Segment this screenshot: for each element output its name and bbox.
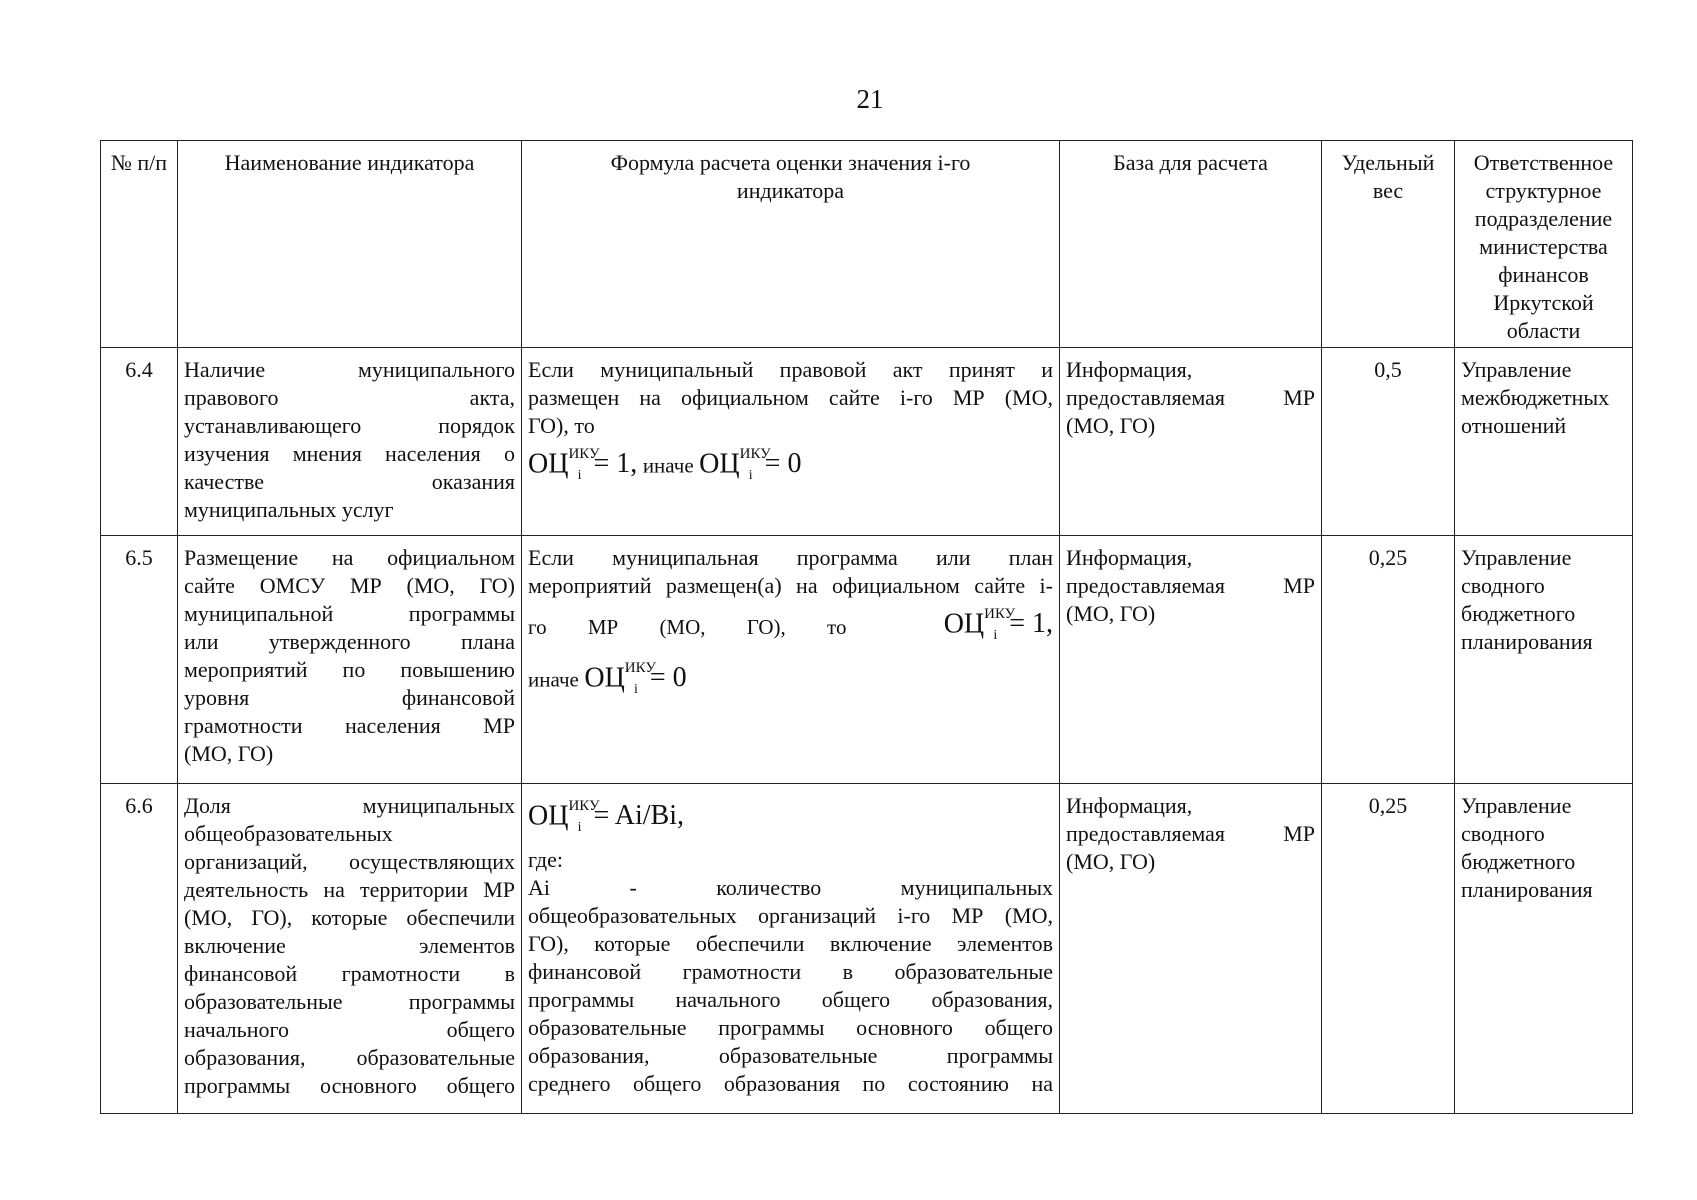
text-line: или утвержденного плана [184,629,515,654]
text-line: качестве оказания [184,469,515,494]
page-number: 21 [856,84,884,114]
text-line: финансовой грамотности в образовательные [528,958,1053,984]
header-weight: Удельный вес [1322,141,1455,348]
formula-line [528,600,1053,654]
text-line: ГО), которые обеспечили включение элементов [528,930,1053,956]
text-line: (МО, ГО), которые обеспечили [184,905,515,930]
formula-line [528,654,1053,708]
base-cell [1060,348,1322,536]
text-line: образовательные программы [184,989,515,1014]
text-line: общеобразовательных организаций i-го МР (МО, [528,902,1053,928]
weight-cell: 0,25 [1322,536,1455,784]
else-word: иначе [642,453,694,478]
text-line: Если муниципальный правовой акт принят и [528,357,1053,382]
row-number: 6.5 [101,536,178,784]
text-line: (МО, ГО) [1066,413,1156,438]
text-line: размещен на официальном сайте i-го МР (МО, [528,385,1053,410]
row-number: 6.4 [101,348,178,536]
text-line: где: [528,846,563,872]
header-responsible: Ответственное структурное подразделение министерства финансов Иркутской области [1455,141,1633,348]
responsible-cell: Управление сводного бюджетного планирования [1455,536,1633,784]
text-line: муниципальной программы [184,601,515,626]
table-header-row [101,141,1633,348]
formula-oc: $ОЦ^{ИКУ}_i = 0$ [699,446,802,483]
formula-equation [528,440,1053,494]
text-line: образования, образовательные [184,1045,515,1070]
formula-cell [522,536,1060,784]
table-row [101,536,1633,784]
header-formula: Формула расчета оценки значения i-го индикатора [522,141,1060,348]
indicators-table [100,140,1633,1114]
text-line: мероприятий по повышению [184,657,515,682]
text-line: образования, образовательные программы [528,1042,1053,1068]
text-line: Ai - количество муниципальных [528,874,1053,900]
table-row [101,784,1633,1114]
formula-oc: $ОЦ^{ИКУ}_i = 1$, [943,606,1053,643]
else-word: иначе [528,667,579,692]
formula-cell [522,784,1060,1114]
weight-cell: 0,25 [1322,784,1455,1114]
text-line: правового акта, [184,385,515,410]
formula-cell [522,348,1060,536]
text-line: Размещение на официальном [184,545,515,570]
text-line: Доля муниципальных [184,793,515,818]
text-line: Информация, [1066,793,1193,818]
text-line: устанавливающего порядок [184,413,515,438]
text-line: включение элементов [184,933,515,958]
text-line: образовательные программы основного общего [528,1014,1053,1040]
text-line: Если муниципальная программа или план [528,545,1053,570]
text-line: деятельность на территории МР [184,877,515,902]
text-line: муниципальных услуг [184,497,394,522]
text-line: предоставляемая МР [1066,821,1315,846]
text-line: изучения мнения населения о [184,441,515,466]
text-line: сайте ОМСУ МР (МО, ГО) [184,573,515,598]
indicator-name [178,784,522,1114]
row-number: 6.6 [101,784,178,1114]
text-line: предоставляемая МР [1066,385,1315,410]
indicator-name [178,536,522,784]
text-line: программы начального общего образования, [528,986,1053,1012]
formula-oc: $ОЦ^{ИКУ}_i = Ai/Bi$, [528,798,684,835]
responsible-cell: Управление межбюджетных отношений [1455,348,1633,536]
weight-cell: 0,5 [1322,348,1455,536]
text-line: начального общего [184,1017,515,1042]
text-line: (МО, ГО) [184,741,274,766]
header-name: Наименование индикатора [178,141,522,348]
text-line: организаций, осуществляющих [184,849,515,874]
text-line: программы основного общего [184,1073,515,1098]
responsible-cell: Управление сводного бюджетного планирования [1455,784,1633,1114]
formula-equation [528,792,1053,846]
text-line: уровня финансовой [184,685,515,710]
text-line: ГО), то [528,413,595,438]
indicator-name [178,348,522,536]
text-line: общеобразовательных [184,821,393,846]
text-line: финансовой грамотности в [184,961,515,986]
base-cell [1060,536,1322,784]
text-line: (МО, ГО) [1066,601,1156,626]
text-line: среднего общего образования по состоянию на [528,1070,1053,1096]
text-line: мероприятий размещен(а) на официальном сайте i- [528,573,1053,598]
text-line: Информация, [1066,357,1193,382]
formula-oc: $ОЦ^{ИКУ}_i = 1$, [528,446,638,483]
header-no: № п/п [101,141,178,348]
text-line: Наличие муниципального [184,357,515,382]
text-line: Информация, [1066,545,1193,570]
header-base: База для расчета [1060,141,1322,348]
table-row [101,348,1633,536]
text-line: го МР (МО, ГО), то [528,614,847,639]
text-line: грамотности населения МР [184,713,515,738]
formula-oc: $ОЦ^{ИКУ}_i = 0$ [584,659,687,697]
text-line: (МО, ГО) [1066,849,1156,874]
text-line: предоставляемая МР [1066,573,1315,598]
base-cell [1060,784,1322,1114]
